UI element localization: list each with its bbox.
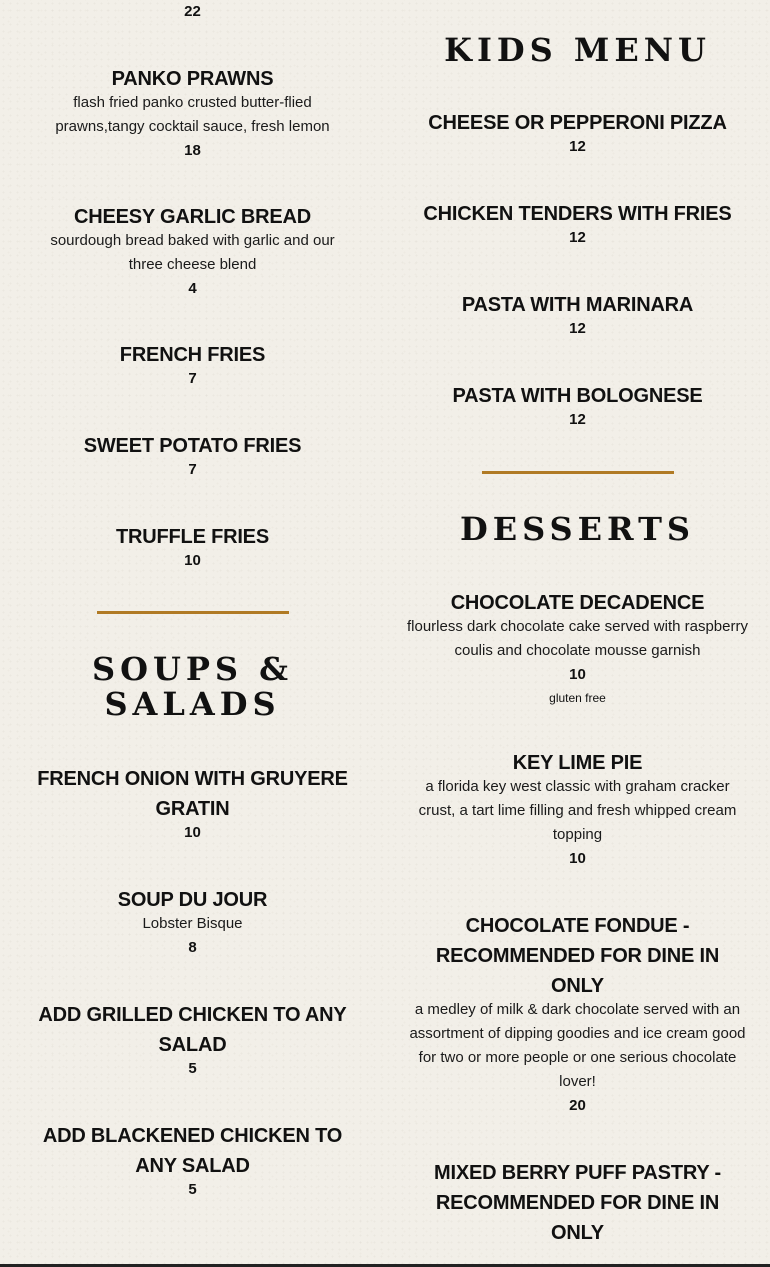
- item-name: CHICKEN TENDERS WITH FRIES: [423, 203, 732, 225]
- item-price: 10: [569, 850, 586, 867]
- item-name: SWEET POTATO FRIES: [83, 435, 302, 457]
- item-name: CHEESE OR PEPPERONI PIZZA: [428, 112, 727, 134]
- item-name: TRUFFLE FRIES: [116, 526, 269, 548]
- menu-item-kids-pasta-marinara: [407, 290, 748, 341]
- item-name: PASTA WITH BOLOGNESE: [452, 385, 703, 407]
- item-price: 12: [569, 229, 586, 246]
- menu-item-kids-pizza: [407, 108, 748, 159]
- menu-item-chocolate-fondue: [407, 911, 748, 1118]
- item-price: 4: [188, 280, 197, 297]
- item-name: ADD GRILLED CHICKEN TO ANY SALAD: [38, 1004, 347, 1056]
- menu-item-sweet-potato-fries: [32, 431, 353, 482]
- menu-item-chocolate-decadence: [407, 588, 748, 712]
- menu-item-kids-pasta-bolognese: [407, 381, 748, 432]
- section-divider: [482, 471, 674, 474]
- item-name: KEY LIME PIE: [512, 752, 643, 774]
- menu-item-add-blackened-chicken: [32, 1121, 353, 1202]
- section-divider: [97, 611, 289, 614]
- item-name: CHOCOLATE DECADENCE: [450, 592, 705, 614]
- item-price: 7: [188, 370, 197, 387]
- item-description: a medley of milk & dark chocolate served with an assortment of dipping goodies and ice cream good for two or more people or one serious chocolate lover!: [409, 1001, 746, 1090]
- menu-item-french-fries: [32, 340, 353, 391]
- menu-item-mixed-berry-puff-pastry: [407, 1158, 748, 1248]
- menu-item-soup-du-jour: [32, 885, 353, 960]
- item-price: 10: [569, 666, 586, 683]
- item-price: 5: [188, 1060, 197, 1077]
- item-description: flourless dark chocolate cake served with raspberry coulis and chocolate mousse garnish: [407, 618, 748, 659]
- left-column: [32, 0, 353, 1202]
- item-price: 12: [569, 320, 586, 337]
- menu-item-key-lime-pie: [407, 748, 748, 871]
- item-price: 20: [569, 1097, 586, 1114]
- item-name: ADD BLACKENED CHICKEN TO ANY SALAD: [42, 1125, 343, 1177]
- item-price: 7: [188, 461, 197, 478]
- item-description: sourdough bread baked with garlic and our three cheese blend: [50, 232, 335, 273]
- item-price: 8: [188, 939, 197, 956]
- item-price: 5: [188, 1181, 197, 1198]
- item-dietary-note: gluten free: [549, 691, 606, 705]
- right-column: [407, 0, 748, 1248]
- item-price: 18: [184, 142, 201, 159]
- item-name: CHOCOLATE FONDUE - RECOMMENDED FOR DINE IN ONLY: [435, 915, 720, 997]
- item-name: FRENCH ONION WITH GRUYERE GRATIN: [37, 768, 348, 820]
- item-description: a florida key west classic with graham cracker crust, a tart lime filling and fresh whipped cream topping: [418, 778, 737, 843]
- item-name: CHEESY GARLIC BREAD: [74, 206, 311, 228]
- section-title-desserts: DESSERTS: [460, 510, 695, 548]
- menu-item-add-grilled-chicken: [32, 1000, 353, 1081]
- item-description: flash fried panko crusted butter-flied prawns,tangy cocktail sauce, fresh lemon: [55, 94, 330, 135]
- menu-item-kids-chicken-tenders: [407, 199, 748, 250]
- item-name: PASTA WITH MARINARA: [461, 294, 694, 316]
- item-name: SOUP DU JOUR: [117, 889, 268, 911]
- menu-item-cheesy-garlic-bread: [32, 202, 353, 301]
- item-name: PANKO PRAWNS: [111, 68, 274, 90]
- section-title-soups-salads: SOUPS & SALADS: [91, 650, 294, 723]
- item-price: 22: [184, 3, 201, 20]
- section-title-kids-menu: KIDS MENU: [444, 31, 711, 69]
- item-price: 10: [184, 552, 201, 569]
- item-price: 12: [569, 411, 586, 428]
- item-name: MIXED BERRY PUFF PASTRY - RECOMMENDED FOR DINE IN ONLY: [434, 1162, 721, 1244]
- menu-item-panko-prawns: [32, 64, 353, 163]
- item-description: Lobster Bisque: [142, 915, 243, 932]
- item-price: 10: [184, 824, 201, 841]
- item-price: 12: [569, 138, 586, 155]
- menu-item-truffle-fries: [32, 522, 353, 573]
- item-name: FRENCH FRIES: [119, 344, 266, 366]
- menu-item-french-onion: [32, 764, 353, 845]
